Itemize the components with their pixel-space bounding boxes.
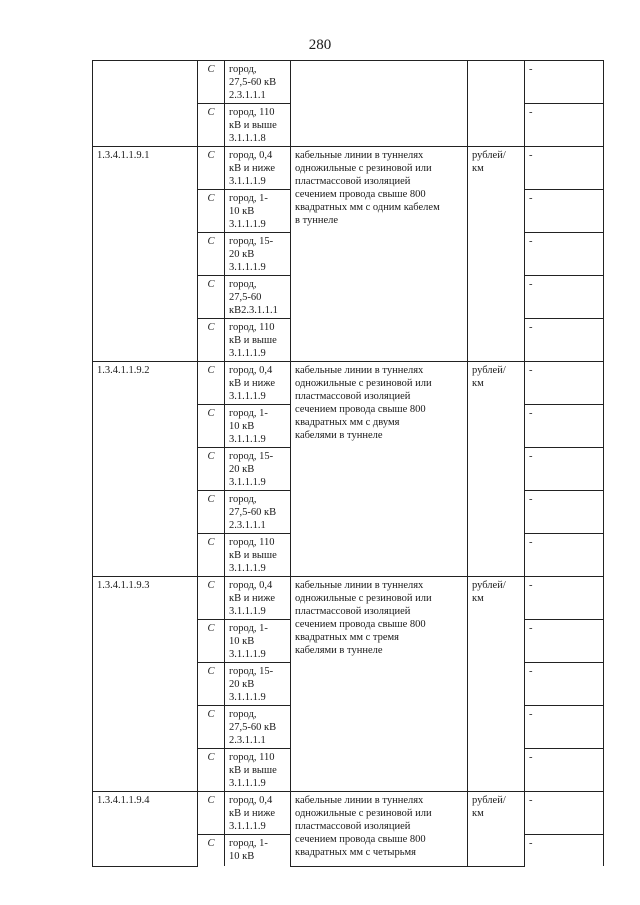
voltage-line: город, 0,4 (229, 365, 273, 376)
item-code-cell (93, 61, 198, 147)
unit-line: рублей/ (472, 365, 506, 376)
description-line: в туннеле (295, 215, 339, 226)
category-cell: С (198, 792, 225, 835)
voltage-line: город, 0,4 (229, 795, 273, 806)
table-row (93, 792, 604, 835)
voltage-line: 3.1.1.1.9 (229, 219, 266, 230)
voltage-line: 2.3.1.1.1 (229, 735, 266, 746)
description-line: квадратных мм с двумя (295, 417, 400, 428)
category-cell: С (198, 362, 225, 405)
voltage-line: 3.1.1.1.9 (229, 563, 266, 574)
voltage-line: 20 кВ (229, 464, 255, 475)
voltage-line: кВ и ниже (229, 378, 275, 389)
value-cell: - (525, 104, 604, 147)
voltage-line: 3.1.1.1.9 (229, 649, 266, 660)
value-cell: - (525, 835, 604, 867)
value-cell: - (525, 663, 604, 706)
voltage-line: город, (229, 494, 257, 505)
value-cell: - (525, 577, 604, 620)
unit-line: рублей/ (472, 150, 506, 161)
voltage-cell (225, 663, 291, 706)
voltage-cell (225, 61, 291, 104)
voltage-line: 27,5-60 кВ (229, 77, 277, 88)
voltage-line: город, (229, 279, 257, 290)
unit-cell (468, 147, 525, 362)
category-cell: С (198, 663, 225, 706)
description-line: квадратных мм с четырьмя (295, 847, 416, 858)
voltage-line: 27,5-60 кВ (229, 722, 277, 733)
unit-cell (468, 362, 525, 577)
category-cell: С (198, 534, 225, 577)
voltage-line: кВ и ниже (229, 593, 275, 604)
voltage-line: 3.1.1.1.9 (229, 348, 266, 359)
table-row (93, 362, 604, 405)
voltage-line: 3.1.1.1.9 (229, 391, 266, 402)
voltage-cell (225, 491, 291, 534)
unit-cell (468, 577, 525, 792)
value-cell: - (525, 405, 604, 448)
voltage-line: 3.1.1.1.9 (229, 606, 266, 617)
voltage-line: кВ2.3.1.1.1 (229, 305, 278, 316)
category-cell: С (198, 835, 225, 867)
category-cell: С (198, 190, 225, 233)
voltage-cell (225, 534, 291, 577)
value-cell: - (525, 534, 604, 577)
voltage-cell (225, 233, 291, 276)
voltage-line: город, 1- (229, 623, 268, 634)
voltage-line: город, (229, 64, 257, 75)
voltage-line: 2.3.1.1.1 (229, 520, 266, 531)
voltage-line: кВ и ниже (229, 163, 275, 174)
table-row (93, 147, 604, 190)
description-line: кабельные линии в туннелях (295, 365, 424, 376)
item-code-cell: 1.3.4.1.1.9.3 (93, 577, 198, 792)
value-cell: - (525, 190, 604, 233)
category-cell: С (198, 319, 225, 362)
item-code-cell: 1.3.4.1.1.9.4 (93, 792, 198, 867)
category-cell: С (198, 276, 225, 319)
description-line: сечением провода свыше 800 (295, 834, 426, 845)
voltage-line: 3.1.1.1.9 (229, 477, 266, 488)
description-line: квадратных мм с одним кабелем (295, 202, 440, 213)
voltage-cell (225, 577, 291, 620)
voltage-line: 3.1.1.1.9 (229, 821, 266, 832)
tariff-table-body (93, 61, 604, 867)
description-cell (291, 792, 468, 867)
unit-cell (468, 792, 525, 867)
category-cell: С (198, 61, 225, 104)
tariff-table (92, 60, 604, 867)
unit-line: рублей/ (472, 795, 506, 806)
voltage-line: город, 110 (229, 107, 275, 118)
description-line: пластмассовой изоляцией (295, 391, 411, 402)
category-cell: С (198, 147, 225, 190)
value-cell: - (525, 147, 604, 190)
value-cell: - (525, 448, 604, 491)
table-row (93, 577, 604, 620)
description-cell (291, 147, 468, 362)
value-cell: - (525, 362, 604, 405)
unit-line: рублей/ (472, 580, 506, 591)
item-code-cell: 1.3.4.1.1.9.1 (93, 147, 198, 362)
voltage-line: 3.1.1.1.9 (229, 262, 266, 273)
voltage-cell (225, 190, 291, 233)
voltage-line: 3.1.1.1.9 (229, 778, 266, 789)
voltage-line: кВ и выше (229, 335, 277, 346)
voltage-line: 27,5-60 (229, 292, 262, 303)
voltage-line: город, 15- (229, 236, 274, 247)
voltage-line: 2.3.1.1.1 (229, 90, 266, 101)
value-cell: - (525, 319, 604, 362)
value-cell: - (525, 749, 604, 792)
voltage-cell (225, 104, 291, 147)
voltage-line: город, 0,4 (229, 150, 273, 161)
voltage-line: город, 15- (229, 451, 274, 462)
voltage-line: город, 110 (229, 322, 275, 333)
voltage-cell (225, 749, 291, 792)
voltage-line: кВ и выше (229, 765, 277, 776)
voltage-line: 27,5-60 кВ (229, 507, 277, 518)
description-cell (291, 362, 468, 577)
voltage-line: 3.1.1.1.9 (229, 176, 266, 187)
category-cell: С (198, 104, 225, 147)
voltage-line: город, 110 (229, 752, 275, 763)
description-line: одножильные с резиновой или (295, 378, 432, 389)
category-cell: С (198, 749, 225, 792)
value-cell: - (525, 792, 604, 835)
voltage-line: город, 15- (229, 666, 274, 677)
description-cell (291, 577, 468, 792)
description-line: сечением провода свыше 800 (295, 189, 426, 200)
description-line: пластмассовой изоляцией (295, 606, 411, 617)
description-line: одножильные с резиновой или (295, 163, 432, 174)
voltage-line: кВ и ниже (229, 808, 275, 819)
category-cell: С (198, 706, 225, 749)
category-cell: С (198, 233, 225, 276)
value-cell: - (525, 233, 604, 276)
category-cell: С (198, 577, 225, 620)
voltage-cell (225, 276, 291, 319)
category-cell: С (198, 448, 225, 491)
voltage-line: 3.1.1.1.8 (229, 133, 266, 144)
voltage-line: 10 кВ (229, 421, 255, 432)
description-line: кабельные линии в туннелях (295, 795, 424, 806)
voltage-line: 10 кВ (229, 206, 255, 217)
page-number: 280 (308, 37, 332, 53)
value-cell: - (525, 620, 604, 663)
category-cell: С (198, 405, 225, 448)
unit-line: км (472, 163, 484, 174)
description-line: пластмассовой изоляцией (295, 821, 411, 832)
description-line: одножильные с резиновой или (295, 593, 432, 604)
description-line: квадратных мм с тремя (295, 632, 400, 643)
description-line: пластмассовой изоляцией (295, 176, 411, 187)
voltage-line: город, 1- (229, 838, 268, 849)
category-cell: С (198, 620, 225, 663)
voltage-cell (225, 706, 291, 749)
voltage-line: 10 кВ (229, 851, 255, 862)
unit-cell (468, 61, 525, 147)
unit-line: км (472, 378, 484, 389)
voltage-line: 20 кВ (229, 249, 255, 260)
voltage-line: 10 кВ (229, 636, 255, 647)
voltage-cell (225, 448, 291, 491)
voltage-cell (225, 405, 291, 448)
value-cell: - (525, 276, 604, 319)
value-cell: - (525, 706, 604, 749)
voltage-line: 3.1.1.1.9 (229, 692, 266, 703)
unit-line: км (472, 808, 484, 819)
description-line: одножильные с резиновой или (295, 808, 432, 819)
voltage-cell (225, 362, 291, 405)
description-cell (291, 61, 468, 147)
voltage-line: кВ и выше (229, 550, 277, 561)
voltage-line: город, (229, 709, 257, 720)
voltage-line: город, 110 (229, 537, 275, 548)
unit-line: км (472, 593, 484, 604)
table-row (93, 61, 604, 104)
value-cell: - (525, 491, 604, 534)
voltage-line: 3.1.1.1.9 (229, 434, 266, 445)
description-line: сечением провода свыше 800 (295, 619, 426, 630)
value-cell: - (525, 61, 604, 104)
item-code-cell: 1.3.4.1.1.9.2 (93, 362, 198, 577)
voltage-line: 20 кВ (229, 679, 255, 690)
voltage-cell (225, 835, 291, 867)
voltage-line: город, 1- (229, 193, 268, 204)
description-line: кабелями в туннеле (295, 430, 383, 441)
description-line: кабельные линии в туннелях (295, 150, 424, 161)
voltage-line: кВ и выше (229, 120, 277, 131)
voltage-cell (225, 147, 291, 190)
voltage-cell (225, 319, 291, 362)
category-cell: С (198, 491, 225, 534)
voltage-cell (225, 620, 291, 663)
description-line: сечением провода свыше 800 (295, 404, 426, 415)
voltage-line: город, 1- (229, 408, 268, 419)
voltage-cell (225, 792, 291, 835)
description-line: кабельные линии в туннелях (295, 580, 424, 591)
voltage-line: город, 0,4 (229, 580, 273, 591)
description-line: кабелями в туннеле (295, 645, 383, 656)
